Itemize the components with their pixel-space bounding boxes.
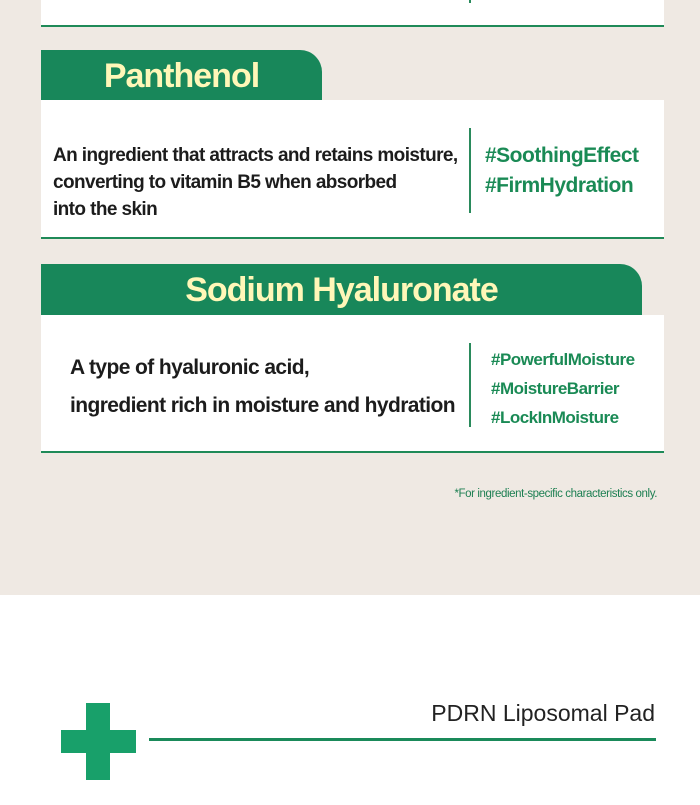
ingredient-card-sodium-hyaluronate xyxy=(41,315,664,453)
ingredient-description xyxy=(70,349,455,425)
product-title: PDRN Liposomal Pad xyxy=(431,700,655,726)
hashtag: #LockInMoisture xyxy=(491,408,619,427)
description-line: into the skin xyxy=(53,199,158,220)
hashtag: #SoothingEffect xyxy=(485,144,639,167)
ingredient-title: Panthenol xyxy=(103,56,260,95)
ingredient-tags xyxy=(485,141,639,201)
hashtag: #PowerfulMoisture xyxy=(491,350,635,369)
previous-ingredient-card xyxy=(41,0,664,27)
description-line: An ingredient that attracts and retains moisture, xyxy=(53,145,458,166)
ingredient-card-panthenol xyxy=(41,100,664,239)
hashtag: #MoistureBarrier xyxy=(491,379,620,398)
ingredient-title: Sodium Hyaluronate xyxy=(185,270,498,309)
description-line: ingredient rich in moisture and hydration xyxy=(70,394,455,417)
ingredient-tags xyxy=(491,345,635,432)
ingredient-description xyxy=(53,142,458,223)
description-line: converting to vitamin B5 when absorbed xyxy=(53,172,397,193)
ingredient-title-tab xyxy=(41,264,642,316)
footnote: *For ingredient-specific characteristics only. xyxy=(454,488,657,500)
title-underline xyxy=(149,738,656,741)
card-divider xyxy=(469,128,471,213)
card-divider xyxy=(469,343,471,427)
plus-cross-icon-horizontal xyxy=(61,730,136,753)
card-divider xyxy=(469,0,471,3)
description-line: A type of hyaluronic acid, xyxy=(70,356,310,379)
hashtag: #FirmHydration xyxy=(485,174,634,197)
ingredient-title-tab xyxy=(41,50,322,102)
